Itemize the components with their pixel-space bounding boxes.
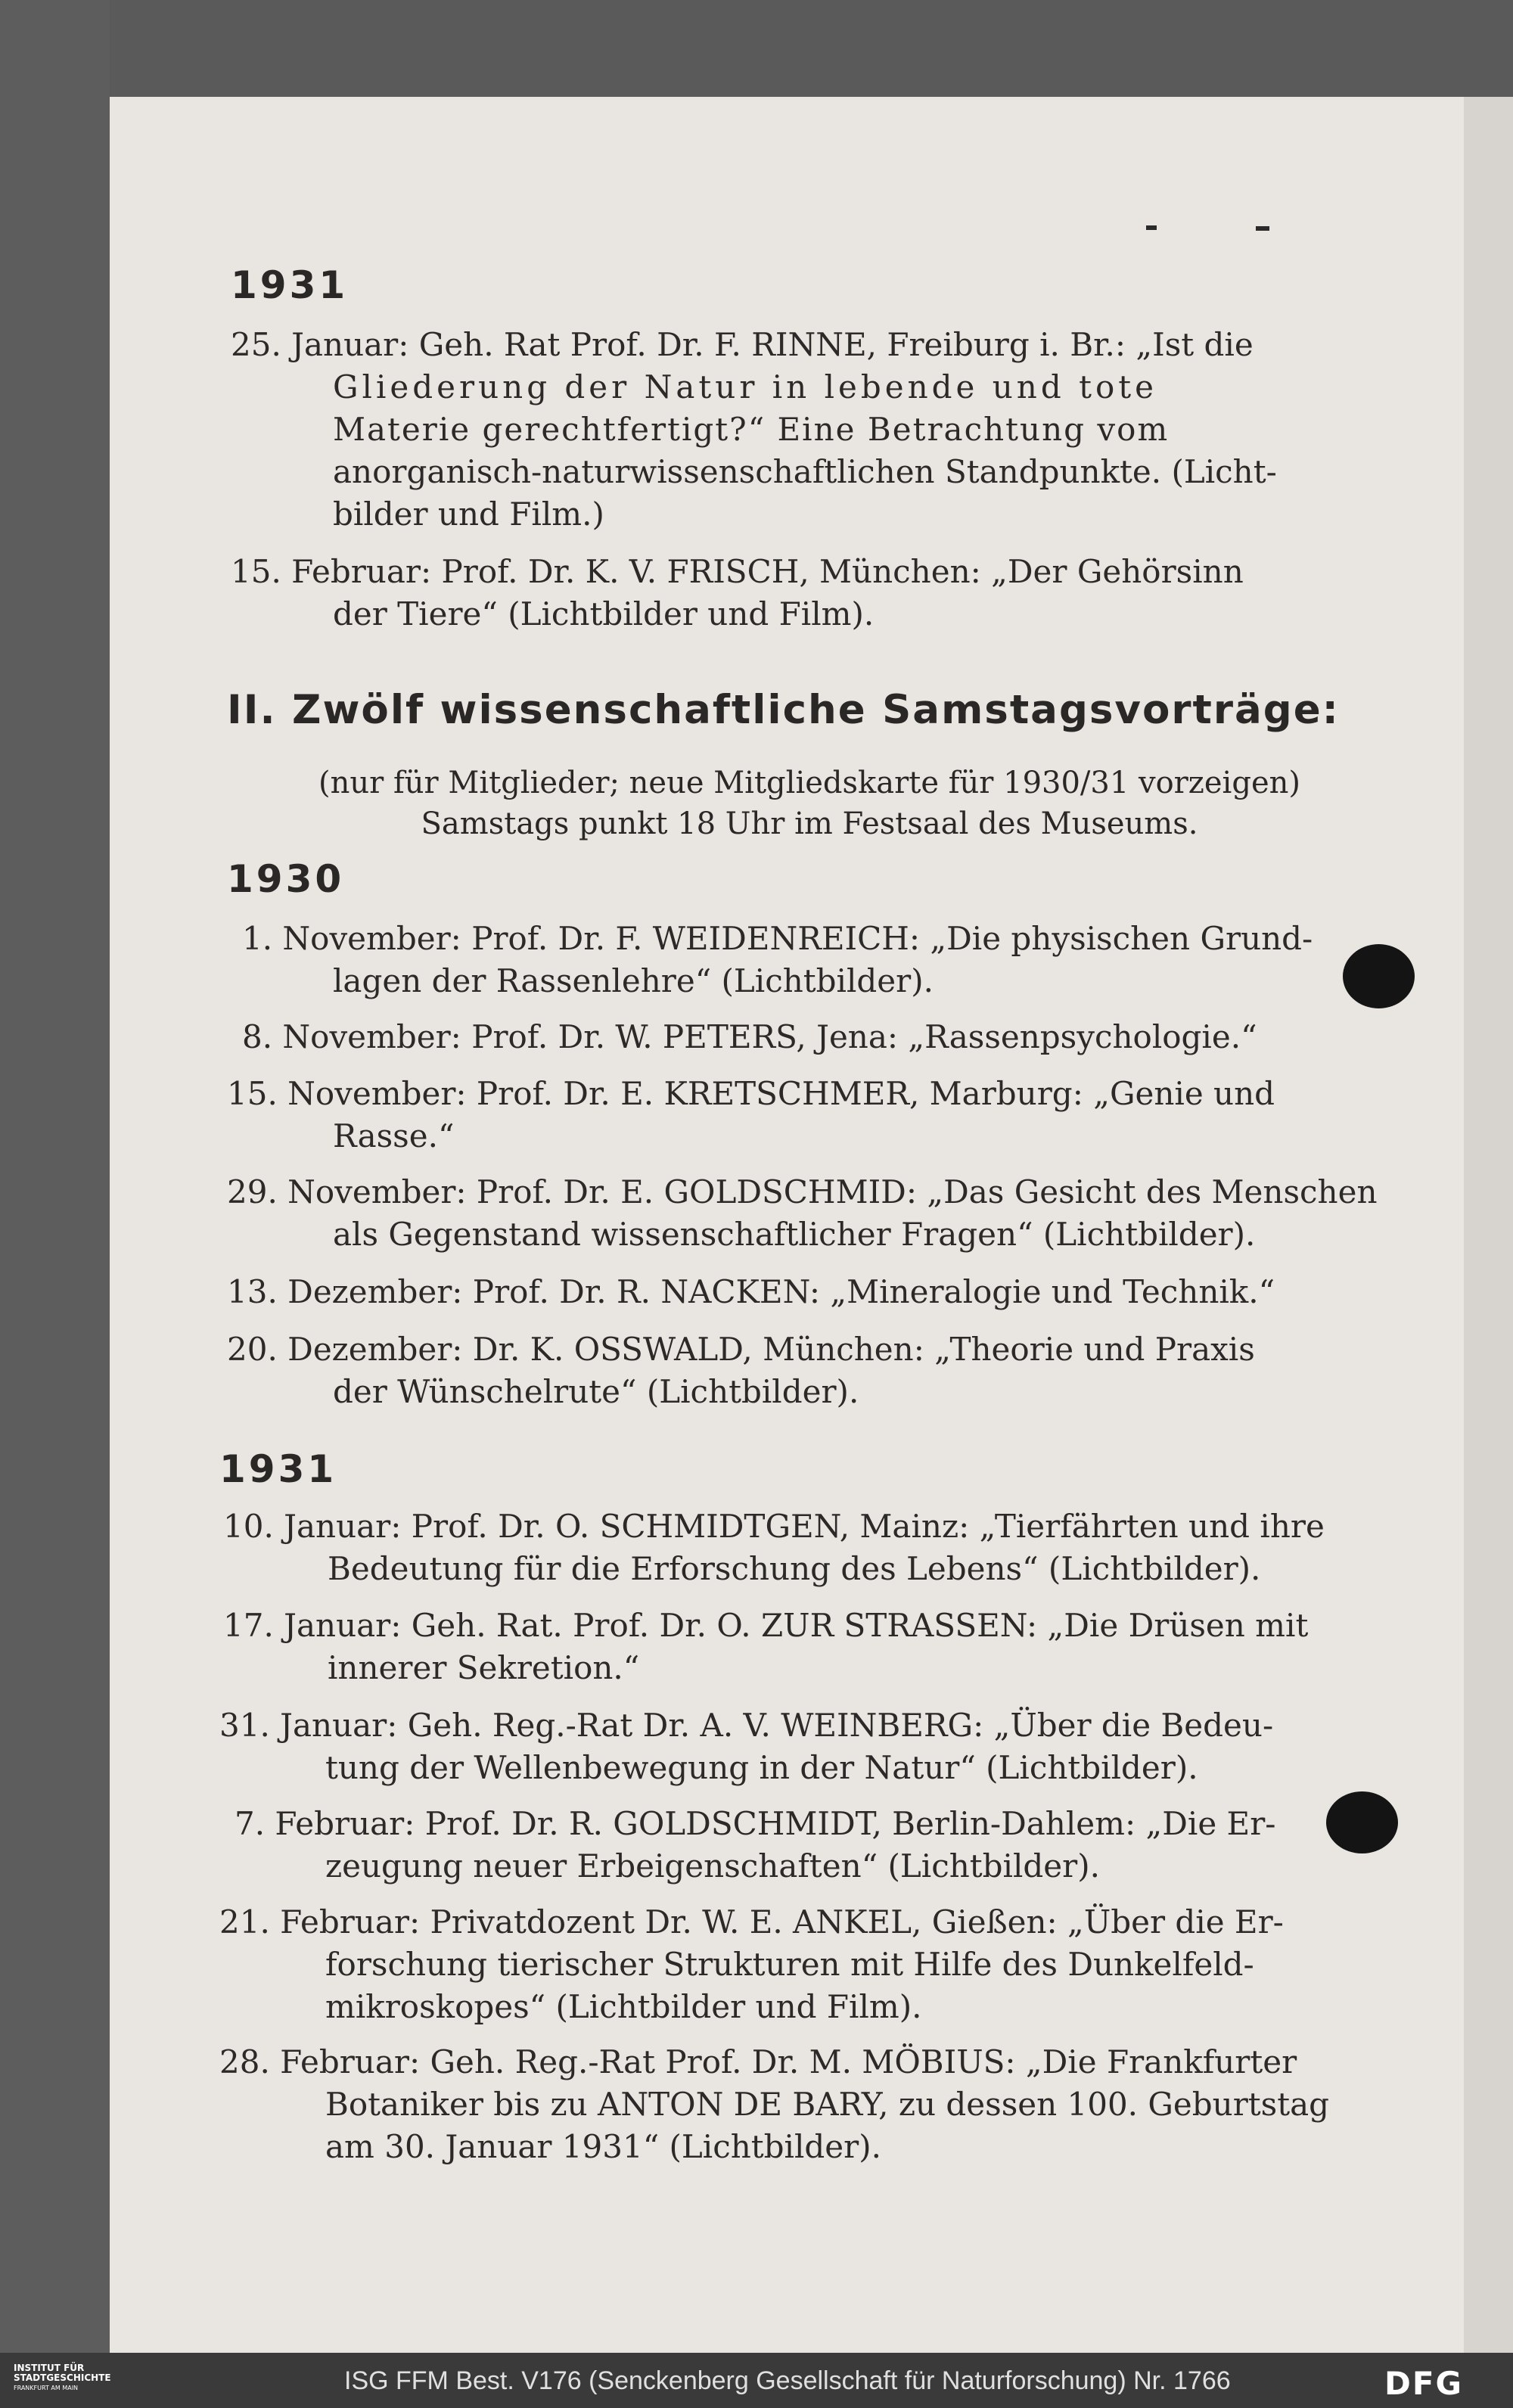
section-subtitle: Samstags punkt 18 Uhr im Festsaal des Museums. [421, 806, 1198, 841]
entry-line: 28. Februar: Geh. Reg.-Rat Prof. Dr. M. MÖBIUS: „Die Frankfurter [219, 2043, 1297, 2080]
year-heading-1930: 1930 [227, 857, 345, 901]
entry-line: der Wünschelrute“ (Lichtbilder). [333, 1373, 859, 1410]
entry-line: tung der Wellenbewegung in der Natur“ (Lichtbilder). [325, 1749, 1198, 1786]
list-item [227, 1271, 1415, 1313]
entry-line: zeugung neuer Erbeigenschaften“ (Lichtbilder). [325, 1847, 1100, 1884]
list-item [227, 1328, 1415, 1413]
scan-background-top [0, 0, 1513, 98]
punch-hole [1326, 1791, 1398, 1853]
entry-line: mikroskopes“ (Lichtbilder und Film). [325, 1988, 922, 2025]
list-item [231, 551, 1411, 635]
list-item [235, 1803, 1411, 1888]
dfg-logo: DFG [1384, 2365, 1464, 2402]
entry-line: Botaniker bis zu ANTON DE BARY, zu dessen 100. Geburtstag [325, 2086, 1330, 2123]
list-item [219, 1704, 1411, 1789]
entry-line: am 30. Januar 1931“ (Lichtbilder). [325, 2128, 881, 2165]
entry-line: Rasse.“ [333, 1117, 455, 1154]
year-heading-1931: 1931 [219, 1447, 337, 1491]
entry-line: 10. Januar: Prof. Dr. O. SCHMIDTGEN, Mainz: „Tierfährten und ihre [223, 1508, 1325, 1545]
entry-line: 29. November: Prof. Dr. E. GOLDSCHMID: „Das Gesicht des Menschen [227, 1173, 1378, 1210]
page-edge [1464, 97, 1513, 2353]
entry-line: Bedeutung für die Erforschung des Lebens“ (Lichtbilder). [328, 1550, 1261, 1587]
entry-line: Materie gerechtfertigt?“ Eine Betrachtung vom [333, 411, 1170, 448]
entry-line: 21. Februar: Privatdozent Dr. W. E. ANKEL, Gießen: „Über die Er- [219, 1903, 1284, 1940]
entry-line: 7. Februar: Prof. Dr. R. GOLDSCHMIDT, Berlin-Dahlem: „Die Er- [235, 1805, 1276, 1842]
archive-footer [0, 2353, 1513, 2408]
entry-line: 17. Januar: Geh. Rat. Prof. Dr. O. ZUR STRASSEN: „Die Drüsen mit [223, 1607, 1309, 1644]
page-content [110, 97, 1464, 2353]
entry-line: 13. Dezember: Prof. Dr. R. NACKEN: „Mineralogie und Technik.“ [227, 1273, 1275, 1310]
entry-line: forschung tierischer Strukturen mit Hilfe des Dunkelfeld- [325, 1946, 1254, 1983]
list-item [223, 1605, 1411, 1689]
section-subtitle: (nur für Mitglieder; neue Mitgliedskarte für 1930/31 vorzeigen) [318, 766, 1300, 800]
section-title: II. Zwölf wissenschaftliche Samstagsvorträge: [227, 687, 1340, 733]
entry-line: 20. Dezember: Dr. K. OSSWALD, München: „Theorie und Praxis [227, 1331, 1255, 1368]
entry-line: lagen der Rassenlehre“ (Lichtbilder). [333, 962, 934, 999]
ink-mark [1256, 226, 1269, 231]
list-item [219, 2041, 1411, 2168]
list-item [227, 1171, 1415, 1256]
scan-background-left [0, 0, 110, 2353]
entry-line: anorganisch-naturwissenschaftlichen Standpunkte. (Licht- [333, 453, 1277, 490]
entry-line: 15. November: Prof. Dr. E. KRETSCHMER, Marburg: „Genie und [227, 1075, 1275, 1112]
entry-line: 15. Februar: Prof. Dr. K. V. FRISCH, München: „Der Gehörsinn [231, 553, 1244, 590]
entry-line: 8. November: Prof. Dr. W. PETERS, Jena: „Rassenpsychologie.“ [242, 1018, 1257, 1055]
entry-line: 1. November: Prof. Dr. F. WEIDENREICH: „Die physischen Grund- [242, 920, 1313, 957]
entry-line: 31. Januar: Geh. Reg.-Rat Dr. A. V. WEINBERG: „Über die Bedeu- [219, 1707, 1274, 1744]
list-item [242, 918, 1415, 1002]
list-item [223, 1505, 1411, 1590]
institute-city: FRANKFURT AM MAIN [14, 2385, 79, 2391]
institute-name-line: STADTGESCHICHTE [14, 2372, 111, 2383]
ink-mark [1146, 225, 1157, 230]
list-item [227, 1073, 1415, 1157]
year-heading-1931: 1931 [231, 263, 349, 307]
document-page [110, 97, 1464, 2353]
institute-logo [14, 2363, 111, 2393]
entry-line: Gliederung der Natur in lebende und tote [333, 368, 1157, 405]
entry-line: innerer Sekretion.“ [328, 1649, 640, 1686]
entry-line: als Gegenstand wissenschaftlicher Fragen“ (Lichtbilder). [333, 1216, 1256, 1253]
entry-line: 25. Januar: Geh. Rat Prof. Dr. F. RINNE, Freiburg i. Br.: „Ist die [231, 326, 1254, 363]
archive-caption: ISG FFM Best. V176 (Senckenberg Gesellschaft für Naturforschung) Nr. 1766 [344, 2366, 1231, 2395]
list-item [231, 324, 1411, 536]
entry-line: bilder und Film.) [333, 496, 604, 533]
entry-line: der Tiere“ (Lichtbilder und Film). [333, 595, 875, 632]
institute-name-line: INSTITUT FÜR [14, 2363, 85, 2373]
list-item [242, 1016, 1415, 1058]
list-item [219, 1901, 1411, 2028]
punch-hole [1343, 944, 1415, 1008]
